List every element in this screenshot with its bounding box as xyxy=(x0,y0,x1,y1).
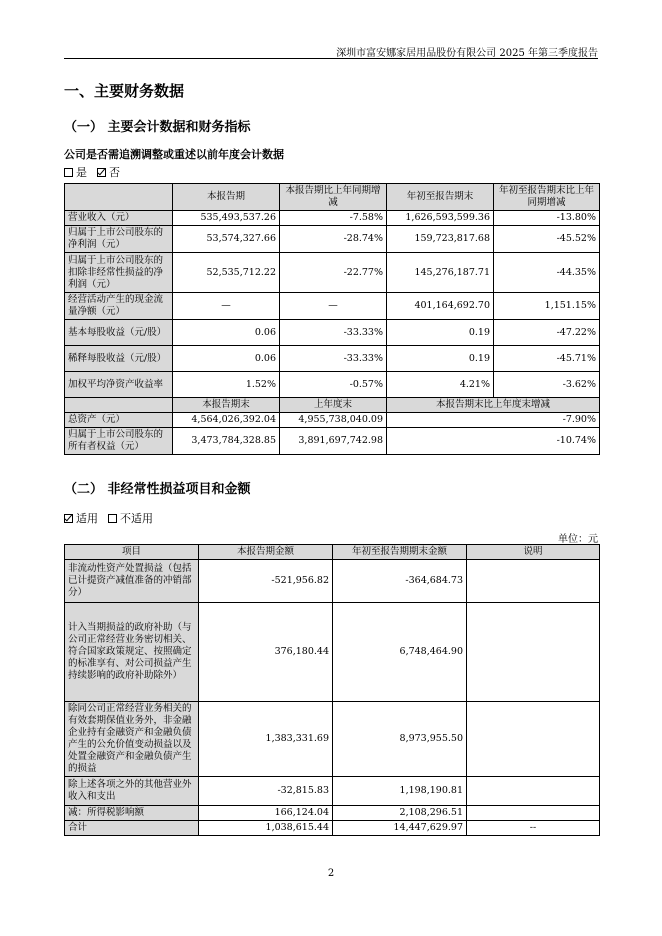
cell-value: -0.57% xyxy=(280,372,387,398)
row-item: 除同公司正常经营业务相关的有效套期保值业务外，非金融企业持有金融资产和金融负债产生的公允价值变动损益以及处置金融资产和金融负债产生的损益 xyxy=(65,702,199,777)
non-recurring-table xyxy=(64,544,600,836)
header-cell: 年初至报告期期末金额 xyxy=(333,545,467,560)
table-row xyxy=(65,211,600,226)
cell-value: — xyxy=(173,293,280,320)
cell-value: 14,447,629.97 xyxy=(333,821,467,836)
row-item: 合计 xyxy=(65,821,199,836)
page-number: 2 xyxy=(327,868,335,879)
applicable-options xyxy=(64,510,153,526)
table-row xyxy=(65,346,600,372)
table-header-row xyxy=(65,545,600,560)
cell-note: -- xyxy=(467,821,600,836)
cell-value: 535,493,537.26 xyxy=(173,211,280,226)
cell-value: 3,473,784,328.85 xyxy=(173,428,280,455)
financial-data-table xyxy=(64,183,600,455)
table-row xyxy=(65,560,600,603)
applicable-yes-label: 适用 xyxy=(76,512,98,525)
cell-value: 1,038,615.44 xyxy=(199,821,333,836)
applicable-no-checkbox[interactable] xyxy=(108,514,117,523)
cell-value: -364,684.73 xyxy=(333,560,467,603)
row-label: 归属于上市公司股东的所有者权益（元） xyxy=(65,428,173,455)
cell-value: -33.33% xyxy=(280,320,387,346)
cell-value: 145,276,187.71 xyxy=(387,253,494,293)
cell-value: — xyxy=(280,293,387,320)
row-item: 计入当期损益的政府补助（与公司正常经营业务密切相关、符合国家政策规定、按照确定的标准享有、对公司损益产生持续影响的政府补助除外） xyxy=(65,603,199,702)
table-row xyxy=(65,413,600,428)
row-label: 归属于上市公司股东的扣除非经常性损益的净利润（元） xyxy=(65,253,173,293)
cell-note xyxy=(467,560,600,603)
table-row xyxy=(65,226,600,253)
unit-label: 单位：元 xyxy=(558,534,598,545)
cell-value: 166,124.04 xyxy=(199,806,333,821)
cell-value: 1,151.15% xyxy=(494,293,600,320)
row-item: 非流动性资产处置损益（包括已计提资产减值准备的冲销部分） xyxy=(65,560,199,603)
table-row xyxy=(65,253,600,293)
page-header: 深圳市富安娜家居用品股份有限公司 2025 年第三季度报告 xyxy=(336,48,598,59)
cell-value: 4.21% xyxy=(387,372,494,398)
cell-value: -45.52% xyxy=(494,226,600,253)
header-cell: 年初至报告期末 xyxy=(387,184,494,211)
cell-value: -7.58% xyxy=(280,211,387,226)
cell-value: -44.35% xyxy=(494,253,600,293)
row-label: 基本每股收益（元/股） xyxy=(65,320,173,346)
cell-note xyxy=(467,603,600,702)
table-row xyxy=(65,372,600,398)
row-label: 归属于上市公司股东的净利润（元） xyxy=(65,226,173,253)
cell-value: 0.06 xyxy=(173,320,280,346)
cell-value: 0.19 xyxy=(387,346,494,372)
cell-value: 2,108,296.51 xyxy=(333,806,467,821)
cell-value: -33.33% xyxy=(280,346,387,372)
header-cell: 本报告期末比上年度末增减 xyxy=(387,398,600,413)
cell-value: -7.90% xyxy=(387,413,600,428)
header-cell: 年初至报告期末比上年同期增减 xyxy=(494,184,600,211)
cell-value: 376,180.44 xyxy=(199,603,333,702)
header-cell: 本报告期比上年同期增减 xyxy=(280,184,387,211)
header-cell: 项目 xyxy=(65,545,199,560)
row-label: 加权平均净资产收益率 xyxy=(65,372,173,398)
cell-value: -45.71% xyxy=(494,346,600,372)
table-subheader-row xyxy=(65,398,600,413)
cell-value: 401,164,692.70 xyxy=(387,293,494,320)
subsection-title-1: （一） 主要会计数据和财务指标 xyxy=(64,120,251,135)
header-cell: 本报告期金额 xyxy=(199,545,333,560)
retro-no-checkbox[interactable] xyxy=(97,168,106,177)
retro-yes-label: 是 xyxy=(76,166,87,179)
cell-value: 1.52% xyxy=(173,372,280,398)
row-item: 除上述各项之外的其他营业外收入和支出 xyxy=(65,777,199,806)
cell-value: 1,383,331.69 xyxy=(199,702,333,777)
table-row xyxy=(65,293,600,320)
header-divider xyxy=(64,58,598,59)
table-row xyxy=(65,702,600,777)
retro-question: 公司是否需追溯调整或重述以前年度会计数据 xyxy=(64,148,284,161)
empty-header-cell xyxy=(65,398,173,413)
table-header-row xyxy=(65,184,600,211)
cell-note xyxy=(467,702,600,777)
cell-value: -32,815.83 xyxy=(199,777,333,806)
cell-note xyxy=(467,777,600,806)
table-row xyxy=(65,777,600,806)
cell-value: -10.74% xyxy=(387,428,600,455)
row-item: 减：所得税影响额 xyxy=(65,806,199,821)
table-row xyxy=(65,806,600,821)
cell-value: 159,723,817.68 xyxy=(387,226,494,253)
header-cell: 上年度末 xyxy=(280,398,387,413)
cell-value: 1,626,593,599.36 xyxy=(387,211,494,226)
row-label: 营业收入（元） xyxy=(65,211,173,226)
cell-value: 4,955,738,040.09 xyxy=(280,413,387,428)
cell-value: 3,891,697,742.98 xyxy=(280,428,387,455)
cell-value: 0.19 xyxy=(387,320,494,346)
cell-value: -47.22% xyxy=(494,320,600,346)
cell-value: 1,198,190.81 xyxy=(333,777,467,806)
cell-value: 4,564,026,392.04 xyxy=(173,413,280,428)
cell-value: -28.74% xyxy=(280,226,387,253)
subsection-title-2: （二） 非经常性损益项目和金额 xyxy=(64,482,251,497)
header-cell: 说明 xyxy=(467,545,600,560)
header-cell: 本报告期末 xyxy=(173,398,280,413)
section-title: 一、主要财务数据 xyxy=(64,82,185,100)
retro-no-label: 否 xyxy=(109,166,120,179)
table-row xyxy=(65,821,600,836)
cell-value: 0.06 xyxy=(173,346,280,372)
cell-value: 53,574,327.66 xyxy=(173,226,280,253)
cell-value: -3.62% xyxy=(494,372,600,398)
table-row xyxy=(65,320,600,346)
row-label: 稀释每股收益（元/股） xyxy=(65,346,173,372)
header-cell xyxy=(65,184,173,211)
applicable-no-label: 不适用 xyxy=(120,512,153,525)
header-cell: 本报告期 xyxy=(173,184,280,211)
cell-value: 8,973,955.50 xyxy=(333,702,467,777)
cell-value: 52,535,712.22 xyxy=(173,253,280,293)
cell-value: 6,748,464.90 xyxy=(333,603,467,702)
applicable-yes-checkbox[interactable] xyxy=(64,514,73,523)
retro-yes-checkbox[interactable] xyxy=(64,168,73,177)
cell-note xyxy=(467,806,600,821)
table-row xyxy=(65,428,600,455)
cell-value: -13.80% xyxy=(494,211,600,226)
cell-value: -521,956.82 xyxy=(199,560,333,603)
row-label: 总资产（元） xyxy=(65,413,173,428)
retro-options xyxy=(64,164,120,180)
table-row xyxy=(65,603,600,702)
cell-value: -22.77% xyxy=(280,253,387,293)
row-label: 经营活动产生的现金流量净额（元） xyxy=(65,293,173,320)
